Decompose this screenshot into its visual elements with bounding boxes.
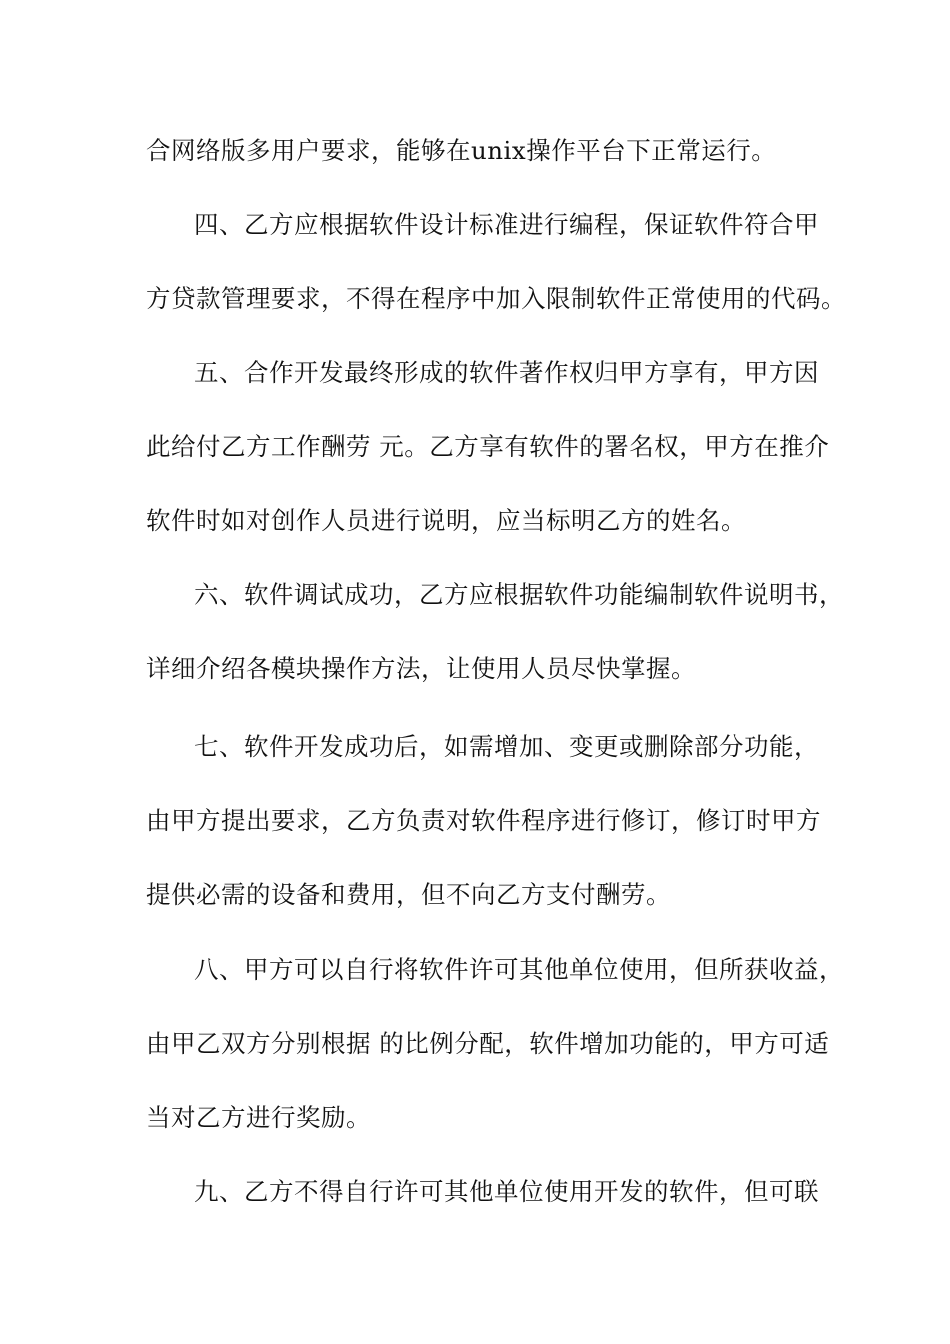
paragraph-line: 由甲方提出要求，乙方负责对软件程序进行修订，修订时甲方 xyxy=(146,806,821,835)
paragraph-line: 当对乙方进行奖励。 xyxy=(146,1103,371,1132)
paragraph-line: 五、合作开发最终形成的软件著作权归甲方享有，甲方因 xyxy=(194,358,819,387)
paragraph-line: 九、乙方不得自行许可其他单位使用开发的软件，但可联 xyxy=(194,1177,819,1206)
paragraph-line: 六、软件调试成功，乙方应根据软件功能编制软件说明书， xyxy=(194,580,844,609)
paragraph-line: 此给付乙方工作酬劳 元。乙方享有软件的署名权，甲方在推介 xyxy=(146,432,830,461)
paragraph-line: 提供必需的设备和费用，但不向乙方支付酬劳。 xyxy=(146,880,671,909)
paragraph-line: 八、甲方可以自行将软件许可其他单位使用，但所获收益， xyxy=(194,955,844,984)
paragraph-line: 由甲乙双方分别根据 的比例分配，软件增加功能的，甲方可适 xyxy=(146,1029,830,1058)
paragraph-line: 七、软件开发成功后，如需增加、变更或删除部分功能， xyxy=(194,732,819,761)
paragraph-line: 方贷款管理要求，不得在程序中加入限制软件正常使用的代码。 xyxy=(146,284,846,313)
paragraph-line: 详细介绍各模块操作方法，让使用人员尽快掌握。 xyxy=(146,654,696,683)
paragraph-line: 软件时如对创作人员进行说明，应当标明乙方的姓名。 xyxy=(146,506,746,535)
paragraph-line: 合网络版多用户要求，能够在unix操作平台下正常运行。 xyxy=(146,136,777,165)
paragraph-line: 四、乙方应根据软件设计标准进行编程，保证软件符合甲 xyxy=(194,210,819,239)
